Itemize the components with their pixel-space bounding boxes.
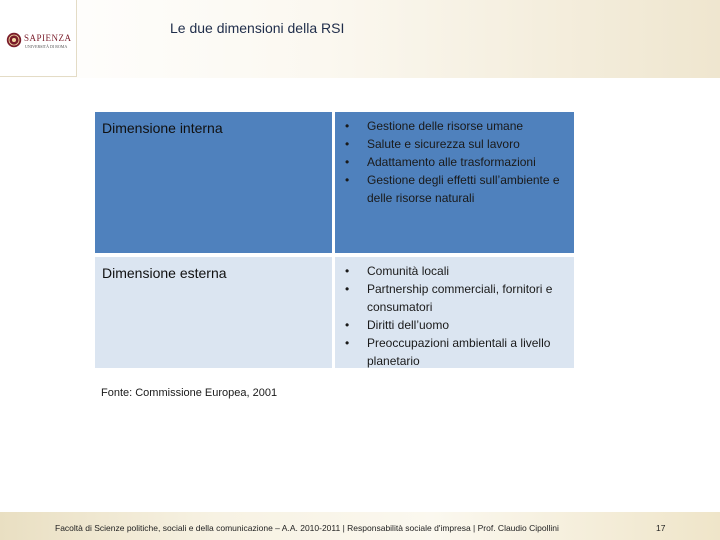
row-items	[335, 112, 574, 253]
seal-icon	[6, 32, 22, 48]
bullet-list	[343, 117, 568, 207]
row-label: Dimensione interna	[95, 112, 332, 253]
row-label: Dimensione esterna	[95, 257, 332, 368]
page-number: 17	[656, 523, 666, 533]
header-band	[0, 0, 720, 78]
footer-text: Facoltà di Scienze politiche, sociali e della comunicazione – A.A. 2010-2011 | Responsabilità sociale d'impresa | Prof. Claudio Cipollini	[55, 523, 559, 533]
list-item: • Preoccupazioni ambientali a livello planetario	[343, 334, 568, 370]
list-item: • Salute e sicurezza sul lavoro	[343, 135, 568, 153]
list-item: • Comunità locali	[343, 262, 568, 280]
bullet-list	[343, 262, 568, 370]
table-row	[95, 112, 574, 253]
logo-wordmark: SAPIENZA	[24, 33, 72, 43]
row-items	[335, 257, 574, 368]
slide-title: Le due dimensioni della RSI	[170, 20, 345, 36]
list-item: • Diritti dell’uomo	[343, 316, 568, 334]
list-item: • Partnership commerciali, fornitori e consumatori	[343, 280, 568, 316]
logo-subtext: UNIVERSITÀ DI ROMA	[25, 44, 68, 49]
list-item: • Gestione degli effetti sull’ambiente e delle risorse naturali	[343, 171, 568, 207]
list-item: • Adattamento alle trasformazioni	[343, 153, 568, 171]
list-item: • Gestione delle risorse umane	[343, 117, 568, 135]
dimensions-table	[95, 112, 574, 368]
table-row	[95, 257, 574, 368]
university-logo	[0, 0, 77, 77]
source-note: Fonte: Commissione Europea, 2001	[101, 387, 278, 399]
